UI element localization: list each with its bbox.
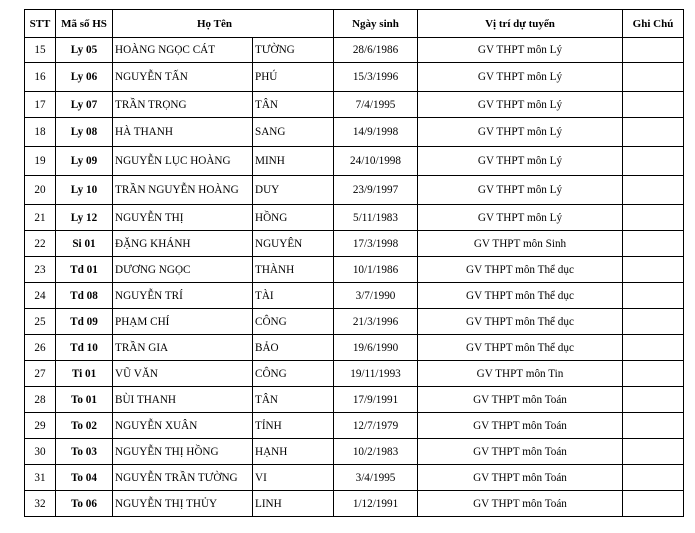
cell-ngay-sinh: 17/3/1998 [334,231,418,257]
table-row [25,387,684,413]
cell-ho: HÀ THANH [113,118,253,147]
cell-ghi-chu [623,147,684,176]
cell-ngay-sinh: 24/10/1998 [334,147,418,176]
header-stt: STT [25,10,56,38]
cell-ten: THÀNH [253,257,334,283]
cell-stt: 30 [25,439,56,465]
cell-ten: HỒNG [253,205,334,231]
cell-ngay-sinh: 15/3/1996 [334,63,418,92]
cell-ma-so-hs: To 01 [56,387,113,413]
header-ghi-chu: Ghi Chú [623,10,684,38]
cell-ghi-chu [623,335,684,361]
cell-ho: NGUYỄN TẤN [113,63,253,92]
cell-ma-so-hs: Ly 07 [56,92,113,118]
table-row [25,309,684,335]
cell-stt: 17 [25,92,56,118]
cell-ho: NGUYỄN THỊ [113,205,253,231]
cell-ngay-sinh: 19/6/1990 [334,335,418,361]
cell-stt: 27 [25,361,56,387]
cell-ho: NGUYỄN THỊ THỦY [113,491,253,517]
cell-stt: 23 [25,257,56,283]
cell-ma-so-hs: To 02 [56,413,113,439]
cell-stt: 28 [25,387,56,413]
cell-ma-so-hs: Td 09 [56,309,113,335]
cell-ghi-chu [623,491,684,517]
cell-ho: BÙI THANH [113,387,253,413]
cell-ho: TRẦN GIA [113,335,253,361]
cell-ma-so-hs: Td 10 [56,335,113,361]
cell-ghi-chu [623,118,684,147]
cell-ho: HOÀNG NGỌC CÁT [113,38,253,63]
cell-ghi-chu [623,205,684,231]
header-ngay-sinh: Ngày sinh [334,10,418,38]
cell-ma-so-hs: To 04 [56,465,113,491]
cell-vi-tri-du-tuyen: GV THPT môn Thể dục [418,257,623,283]
cell-vi-tri-du-tuyen: GV THPT môn Lý [418,63,623,92]
header-row [25,10,684,38]
cell-ghi-chu [623,387,684,413]
table-row [25,176,684,205]
cell-ghi-chu [623,361,684,387]
cell-stt: 26 [25,335,56,361]
cell-ho: DƯƠNG NGỌC [113,257,253,283]
cell-ghi-chu [623,283,684,309]
cell-ten: CÔNG [253,309,334,335]
cell-ngay-sinh: 10/1/1986 [334,257,418,283]
cell-stt: 19 [25,147,56,176]
cell-vi-tri-du-tuyen: GV THPT môn Thể dục [418,283,623,309]
cell-ghi-chu [623,413,684,439]
cell-stt: 15 [25,38,56,63]
cell-ho: NGUYỄN THỊ HỒNG [113,439,253,465]
cell-ma-so-hs: Ly 05 [56,38,113,63]
cell-vi-tri-du-tuyen: GV THPT môn Tin [418,361,623,387]
cell-ghi-chu [623,231,684,257]
cell-stt: 24 [25,283,56,309]
cell-ma-so-hs: Ly 09 [56,147,113,176]
cell-ngay-sinh: 21/3/1996 [334,309,418,335]
table-row [25,283,684,309]
table-row [25,147,684,176]
cell-stt: 22 [25,231,56,257]
cell-ngay-sinh: 3/7/1990 [334,283,418,309]
cell-ngay-sinh: 19/11/1993 [334,361,418,387]
table-row [25,465,684,491]
cell-ma-so-hs: To 03 [56,439,113,465]
table-body [25,38,684,517]
cell-stt: 21 [25,205,56,231]
cell-ten: HẠNH [253,439,334,465]
cell-ten: TÀI [253,283,334,309]
cell-ten: NGUYÊN [253,231,334,257]
cell-ngay-sinh: 5/11/1983 [334,205,418,231]
cell-vi-tri-du-tuyen: GV THPT môn Toán [418,465,623,491]
cell-vi-tri-du-tuyen: GV THPT môn Lý [418,205,623,231]
table-row [25,361,684,387]
cell-ghi-chu [623,257,684,283]
table-row [25,491,684,517]
table-row [25,335,684,361]
cell-ten: MINH [253,147,334,176]
candidate-table [24,9,684,517]
cell-ma-so-hs: Td 08 [56,283,113,309]
header-ho-ten: Họ Tên [113,10,334,38]
cell-ho: NGUYỄN TRÍ [113,283,253,309]
cell-ho: NGUYỄN TRẦN TƯỜNG [113,465,253,491]
cell-ghi-chu [623,63,684,92]
cell-ngay-sinh: 14/9/1998 [334,118,418,147]
cell-vi-tri-du-tuyen: GV THPT môn Sinh [418,231,623,257]
cell-stt: 20 [25,176,56,205]
cell-stt: 29 [25,413,56,439]
cell-ma-so-hs: Td 01 [56,257,113,283]
cell-ma-so-hs: Ly 08 [56,118,113,147]
cell-ghi-chu [623,92,684,118]
cell-vi-tri-du-tuyen: GV THPT môn Lý [418,38,623,63]
cell-ten: BẢO [253,335,334,361]
cell-stt: 16 [25,63,56,92]
cell-ten: TÂN [253,92,334,118]
cell-ma-so-hs: Ti 01 [56,361,113,387]
cell-vi-tri-du-tuyen: GV THPT môn Lý [418,176,623,205]
cell-ghi-chu [623,465,684,491]
cell-stt: 25 [25,309,56,335]
cell-ghi-chu [623,38,684,63]
table-row [25,205,684,231]
header-ma-so-hs: Mã số HS [56,10,113,38]
table-row [25,231,684,257]
cell-ngay-sinh: 28/6/1986 [334,38,418,63]
cell-ten: CÔNG [253,361,334,387]
candidate-list-document [24,9,684,517]
cell-stt: 18 [25,118,56,147]
cell-vi-tri-du-tuyen: GV THPT môn Toán [418,439,623,465]
cell-stt: 32 [25,491,56,517]
table-row [25,63,684,92]
cell-vi-tri-du-tuyen: GV THPT môn Toán [418,413,623,439]
cell-stt: 31 [25,465,56,491]
cell-vi-tri-du-tuyen: GV THPT môn Lý [418,118,623,147]
cell-ten: LINH [253,491,334,517]
table-row [25,257,684,283]
cell-ho: TRẦN NGUYỄN HOÀNG [113,176,253,205]
cell-vi-tri-du-tuyen: GV THPT môn Thể dục [418,309,623,335]
cell-ma-so-hs: To 06 [56,491,113,517]
cell-ten: TƯỜNG [253,38,334,63]
cell-ghi-chu [623,176,684,205]
header-vi-tri-du-tuyen: Vị trí dự tuyển [418,10,623,38]
cell-ghi-chu [623,439,684,465]
table-row [25,38,684,63]
cell-ten: TỈNH [253,413,334,439]
cell-ngay-sinh: 17/9/1991 [334,387,418,413]
table-header [25,10,684,38]
cell-ngay-sinh: 12/7/1979 [334,413,418,439]
cell-vi-tri-du-tuyen: GV THPT môn Toán [418,387,623,413]
cell-ho: ĐẶNG KHÁNH [113,231,253,257]
cell-ngay-sinh: 3/4/1995 [334,465,418,491]
cell-vi-tri-du-tuyen: GV THPT môn Toán [418,491,623,517]
cell-ma-so-hs: Ly 10 [56,176,113,205]
cell-ngay-sinh: 1/12/1991 [334,491,418,517]
cell-ngay-sinh: 10/2/1983 [334,439,418,465]
cell-vi-tri-du-tuyen: GV THPT môn Thể dục [418,335,623,361]
cell-ten: TÂN [253,387,334,413]
cell-ten: VI [253,465,334,491]
cell-ho: VŨ VĂN [113,361,253,387]
cell-ma-so-hs: Ly 12 [56,205,113,231]
cell-ho: NGUYỄN XUÂN [113,413,253,439]
cell-ho: PHẠM CHÍ [113,309,253,335]
cell-vi-tri-du-tuyen: GV THPT môn Lý [418,147,623,176]
cell-ngay-sinh: 7/4/1995 [334,92,418,118]
cell-ho: TRẦN TRỌNG [113,92,253,118]
table-row [25,92,684,118]
cell-ten: SANG [253,118,334,147]
cell-ten: DUY [253,176,334,205]
cell-vi-tri-du-tuyen: GV THPT môn Lý [418,92,623,118]
cell-ma-so-hs: Ly 06 [56,63,113,92]
cell-ten: PHÚ [253,63,334,92]
cell-ho: NGUYỄN LỤC HOÀNG [113,147,253,176]
table-row [25,413,684,439]
cell-ngay-sinh: 23/9/1997 [334,176,418,205]
table-row [25,439,684,465]
cell-ma-so-hs: Si 01 [56,231,113,257]
table-row [25,118,684,147]
cell-ghi-chu [623,309,684,335]
